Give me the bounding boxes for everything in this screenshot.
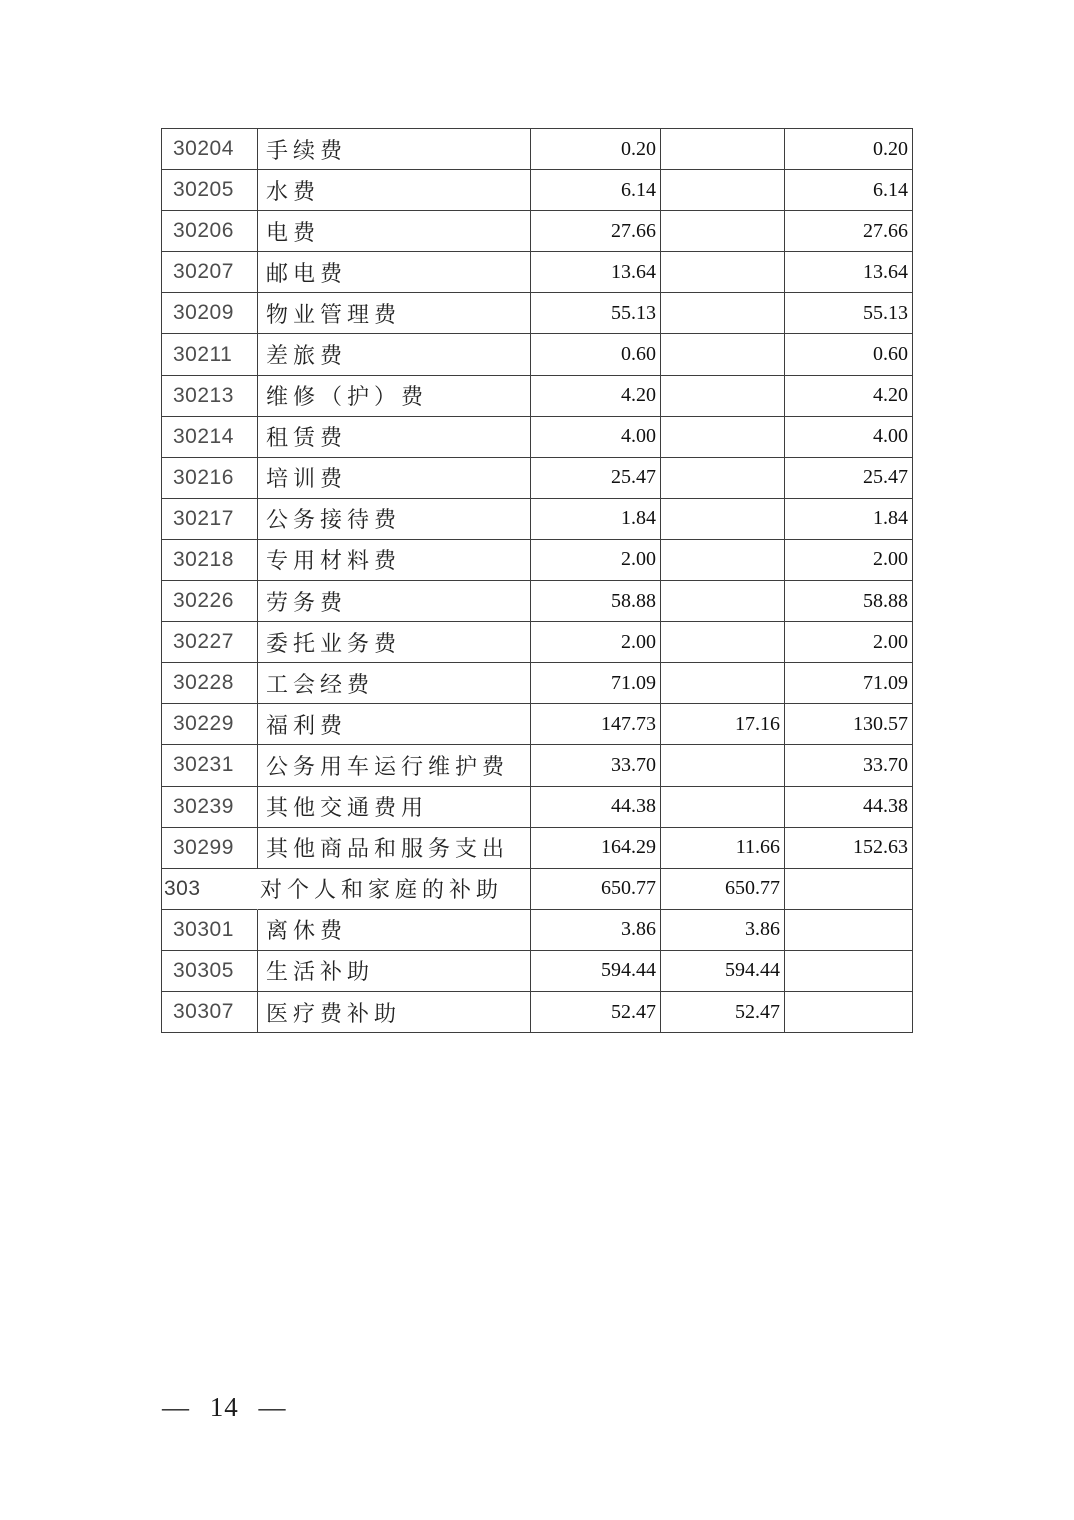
value-cell: 2.00 [785, 622, 913, 663]
name-cell: 其他商品和服务支出 [258, 828, 531, 869]
table-row [162, 211, 913, 252]
value-cell [661, 622, 785, 663]
table-row [162, 581, 913, 622]
value-cell: 25.47 [531, 458, 661, 499]
name-cell: 公务接待费 [258, 499, 531, 540]
table-row [162, 869, 913, 910]
value-cell [785, 869, 913, 910]
name-cell: 培训费 [258, 458, 531, 499]
value-cell: 6.14 [785, 170, 913, 211]
value-cell: 52.47 [661, 992, 785, 1033]
name-cell: 差旅费 [258, 334, 531, 375]
code-cell: 30301 [162, 910, 258, 951]
value-cell: 1.84 [531, 499, 661, 540]
value-cell: 0.20 [785, 129, 913, 170]
value-cell: 4.20 [531, 376, 661, 417]
name-cell: 福利费 [258, 704, 531, 745]
value-cell: 147.73 [531, 704, 661, 745]
value-cell: 13.64 [531, 252, 661, 293]
table-row [162, 129, 913, 170]
value-cell [661, 663, 785, 704]
name-cell: 工会经费 [258, 663, 531, 704]
table-row [162, 910, 913, 951]
value-cell [661, 499, 785, 540]
value-cell: 650.77 [661, 869, 785, 910]
table-row [162, 170, 913, 211]
table-row [162, 828, 913, 869]
table-row [162, 252, 913, 293]
value-cell [785, 951, 913, 992]
value-cell: 44.38 [531, 787, 661, 828]
value-cell: 4.00 [531, 417, 661, 458]
code-cell: 30228 [162, 663, 258, 704]
name-cell: 租赁费 [258, 417, 531, 458]
value-cell [661, 376, 785, 417]
value-cell: 33.70 [531, 745, 661, 786]
page-number: — 14 — [162, 1392, 287, 1422]
table-row [162, 787, 913, 828]
name-cell: 医疗费补助 [258, 992, 531, 1033]
value-cell: 52.47 [531, 992, 661, 1033]
name-cell: 劳务费 [258, 581, 531, 622]
value-cell: 0.20 [531, 129, 661, 170]
code-cell: 30307 [162, 992, 258, 1033]
table-row [162, 992, 913, 1033]
name-cell: 物业管理费 [258, 293, 531, 334]
code-cell: 30227 [162, 622, 258, 663]
code-cell: 30299 [162, 828, 258, 869]
code-cell: 30229 [162, 704, 258, 745]
value-cell: 58.88 [531, 581, 661, 622]
value-cell: 594.44 [661, 951, 785, 992]
value-cell [661, 252, 785, 293]
name-cell: 委托业务费 [258, 622, 531, 663]
code-cell: 30207 [162, 252, 258, 293]
name-cell: 离休费 [258, 910, 531, 951]
table-row [162, 417, 913, 458]
name-cell: 邮电费 [258, 252, 531, 293]
name-cell: 电费 [258, 211, 531, 252]
budget-table-body [162, 129, 913, 1033]
value-cell: 4.20 [785, 376, 913, 417]
name-cell: 生活补助 [258, 951, 531, 992]
value-cell: 27.66 [785, 211, 913, 252]
value-cell: 11.66 [661, 828, 785, 869]
code-cell: 30216 [162, 458, 258, 499]
value-cell [661, 540, 785, 581]
table-row [162, 458, 913, 499]
name-cell: 手续费 [258, 129, 531, 170]
code-cell: 30226 [162, 581, 258, 622]
value-cell [661, 745, 785, 786]
table-row [162, 499, 913, 540]
code-cell: 30206 [162, 211, 258, 252]
value-cell: 3.86 [661, 910, 785, 951]
code-cell: 30209 [162, 293, 258, 334]
code-cell: 30218 [162, 540, 258, 581]
table-row [162, 622, 913, 663]
value-cell: 2.00 [531, 540, 661, 581]
code-cell: 30205 [162, 170, 258, 211]
value-cell: 2.00 [785, 540, 913, 581]
name-cell: 对个人和家庭的补助 [258, 869, 531, 910]
name-cell: 水费 [258, 170, 531, 211]
table-row [162, 293, 913, 334]
code-cell: 30213 [162, 376, 258, 417]
value-cell [661, 334, 785, 375]
value-cell: 33.70 [785, 745, 913, 786]
value-cell [661, 787, 785, 828]
value-cell: 0.60 [785, 334, 913, 375]
value-cell: 4.00 [785, 417, 913, 458]
value-cell: 27.66 [531, 211, 661, 252]
table-row [162, 704, 913, 745]
value-cell: 44.38 [785, 787, 913, 828]
table-row [162, 376, 913, 417]
value-cell: 164.29 [531, 828, 661, 869]
code-cell: 30239 [162, 787, 258, 828]
value-cell: 55.13 [531, 293, 661, 334]
value-cell: 71.09 [531, 663, 661, 704]
code-cell: 30204 [162, 129, 258, 170]
table-row [162, 663, 913, 704]
value-cell [785, 910, 913, 951]
value-cell: 13.64 [785, 252, 913, 293]
value-cell [661, 129, 785, 170]
value-cell [661, 211, 785, 252]
code-cell: 30231 [162, 745, 258, 786]
value-cell [661, 170, 785, 211]
table-row [162, 540, 913, 581]
value-cell: 25.47 [785, 458, 913, 499]
name-cell: 公务用车运行维护费 [258, 745, 531, 786]
value-cell: 0.60 [531, 334, 661, 375]
value-cell [661, 293, 785, 334]
table-row [162, 745, 913, 786]
value-cell [661, 581, 785, 622]
name-cell: 其他交通费用 [258, 787, 531, 828]
value-cell: 594.44 [531, 951, 661, 992]
value-cell [661, 417, 785, 458]
value-cell: 152.63 [785, 828, 913, 869]
value-cell: 17.16 [661, 704, 785, 745]
value-cell: 2.00 [531, 622, 661, 663]
table-row [162, 334, 913, 375]
value-cell [785, 992, 913, 1033]
value-cell: 130.57 [785, 704, 913, 745]
code-cell: 30214 [162, 417, 258, 458]
name-cell: 专用材料费 [258, 540, 531, 581]
name-cell: 维修（护）费 [258, 376, 531, 417]
code-cell: 303 [162, 869, 258, 910]
value-cell: 71.09 [785, 663, 913, 704]
value-cell [661, 458, 785, 499]
code-cell: 30305 [162, 951, 258, 992]
value-cell: 1.84 [785, 499, 913, 540]
value-cell: 55.13 [785, 293, 913, 334]
value-cell: 58.88 [785, 581, 913, 622]
budget-table [161, 128, 913, 1033]
code-cell: 30211 [162, 334, 258, 375]
value-cell: 3.86 [531, 910, 661, 951]
table-row [162, 951, 913, 992]
code-cell: 30217 [162, 499, 258, 540]
value-cell: 6.14 [531, 170, 661, 211]
value-cell: 650.77 [531, 869, 661, 910]
